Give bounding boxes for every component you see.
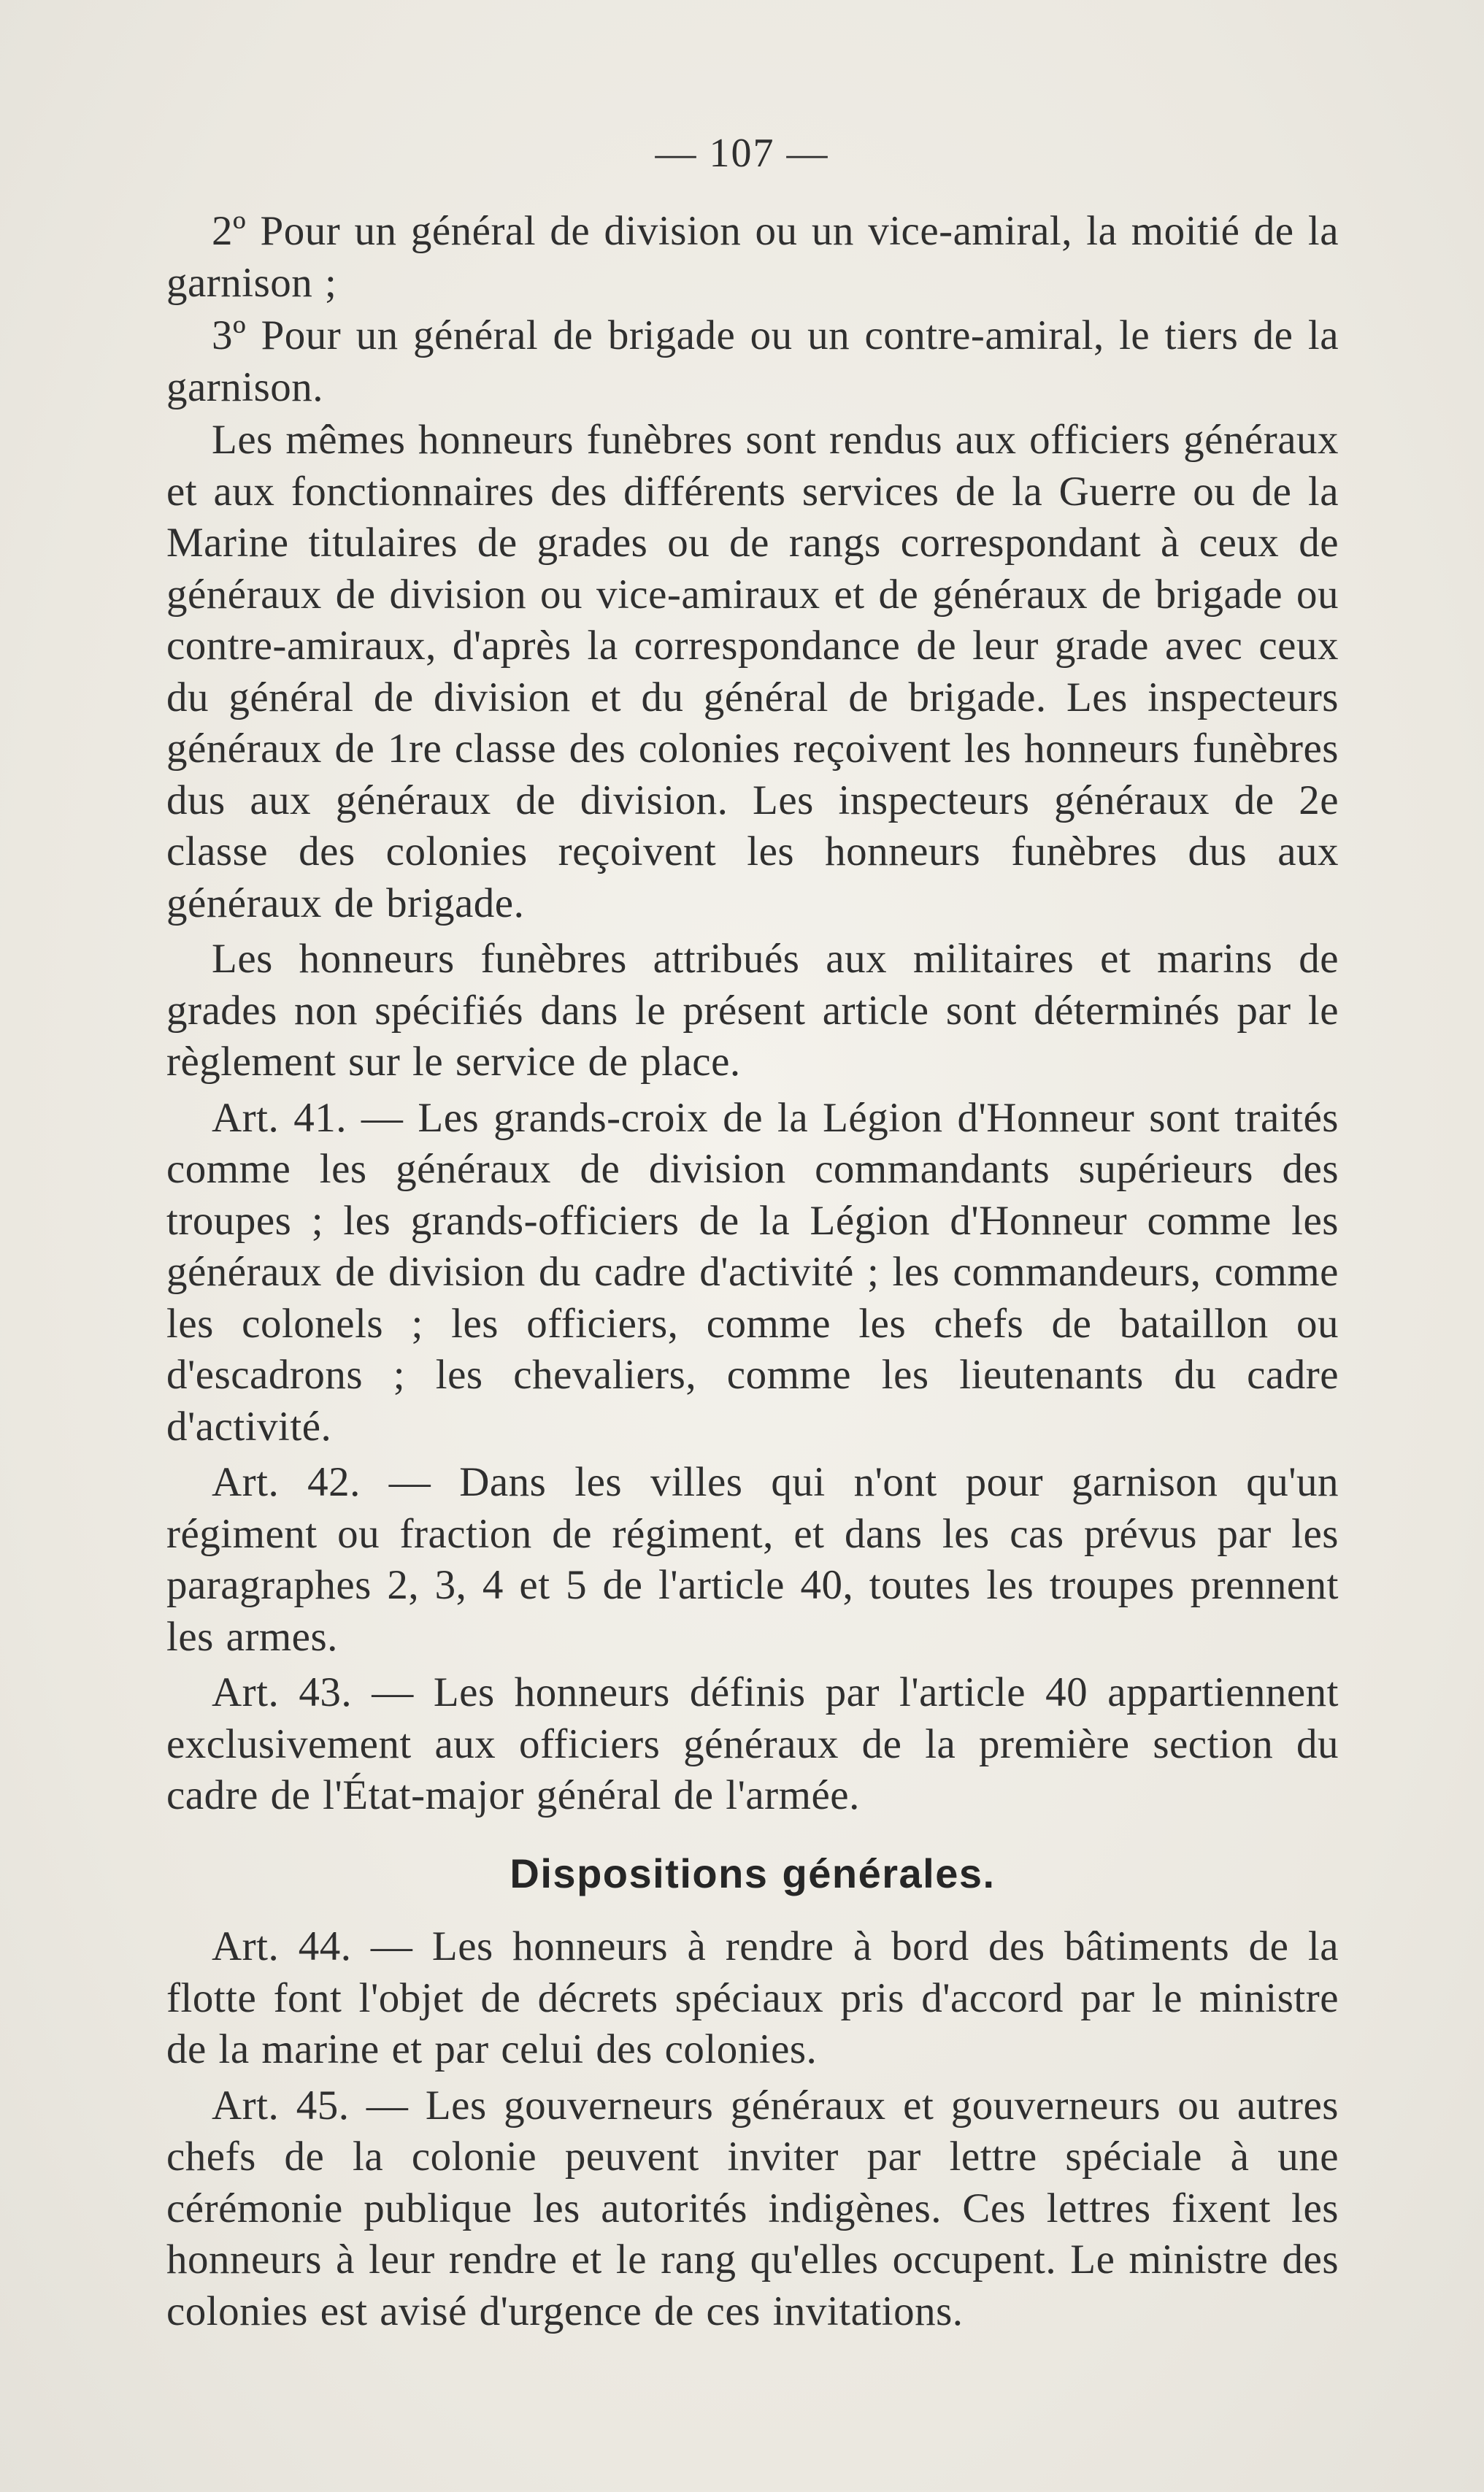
paragraph-unspecified-grades: Les honneurs funèbres attribués aux militaires et marins de grades non spécifiés dans le présent article sont déterminés par le règlement sur le service de place.: [166, 936, 1339, 1085]
paragraph-funeral-honours: Les mêmes honneurs funèbres sont rendus aux officiers généraux et aux fonctionnaires des différents services de la Guerre ou de la Marine titulaires de grades ou de rangs correspondant à ceux de généraux de division ou vice-amiraux et de généraux de brigade ou contre-amiraux, d'après la correspondance de leur grade avec ceux du général de division et du général de brigade. Les inspecteurs généraux de 1re classe des colonies reçoivent les honneurs funèbres dus aux généraux de division. Les inspecteurs généraux de 2e classe des colonies reçoivent les honneurs funèbres dus aux généraux de brigade.: [166, 417, 1339, 926]
page-number: — 107 —: [655, 131, 829, 176]
paragraph-article-45: Art. 45. — Les gouverneurs généraux et gouverneurs ou autres chefs de la colonie peuvent inviter par lettre spéciale à une cérémonie publique les autorités indigènes. Ces lettres fixent les honneurs à leur rendre et le rang qu'elles occupent. Le ministre des colonies est avisé d'urgence de ces invitations.: [166, 2082, 1339, 2334]
paragraph-article-41: Art. 41. — Les grands-croix de la Légion d'Honneur sont traités comme les généraux de division commandants supérieurs des troupes ; les grands-officiers de la Légion d'Honneur comme les généraux de division du cadre d'activité ; les commandeurs, comme les colonels ; les officiers, comme les chefs de bataillon ou d'escadrons ; les chevaliers, comme les lieutenants du cadre d'activité.: [166, 1094, 1339, 1450]
section-heading: Dispositions générales.: [510, 1850, 996, 1896]
paragraph-item-2: 2º Pour un général de division ou un vice-amiral, la moitié de la garnison ;: [166, 208, 1339, 306]
paragraph-article-44: Art. 44. — Les honneurs à rendre à bord des bâtiments de la flotte font l'objet de décrets spéciaux pris d'accord par le ministre de la marine et par celui des colonies.: [166, 1923, 1339, 2072]
paragraph-article-42: Art. 42. — Dans les villes qui n'ont pour garnison qu'un régiment ou fraction de régiment, et dans les cas prévus par les paragraphes 2, 3, 4 et 5 de l'article 40, toutes les troupes prennent les armes.: [166, 1459, 1339, 1660]
paragraph-article-43: Art. 43. — Les honneurs définis par l'article 40 appartiennent exclusivement aux officiers généraux de la première section du cadre de l'État-major général de l'armée.: [166, 1669, 1339, 1818]
paragraph-item-3: 3º Pour un général de brigade ou un contre-amiral, le tiers de la garnison.: [166, 312, 1339, 410]
body-text: [166, 206, 1339, 2342]
